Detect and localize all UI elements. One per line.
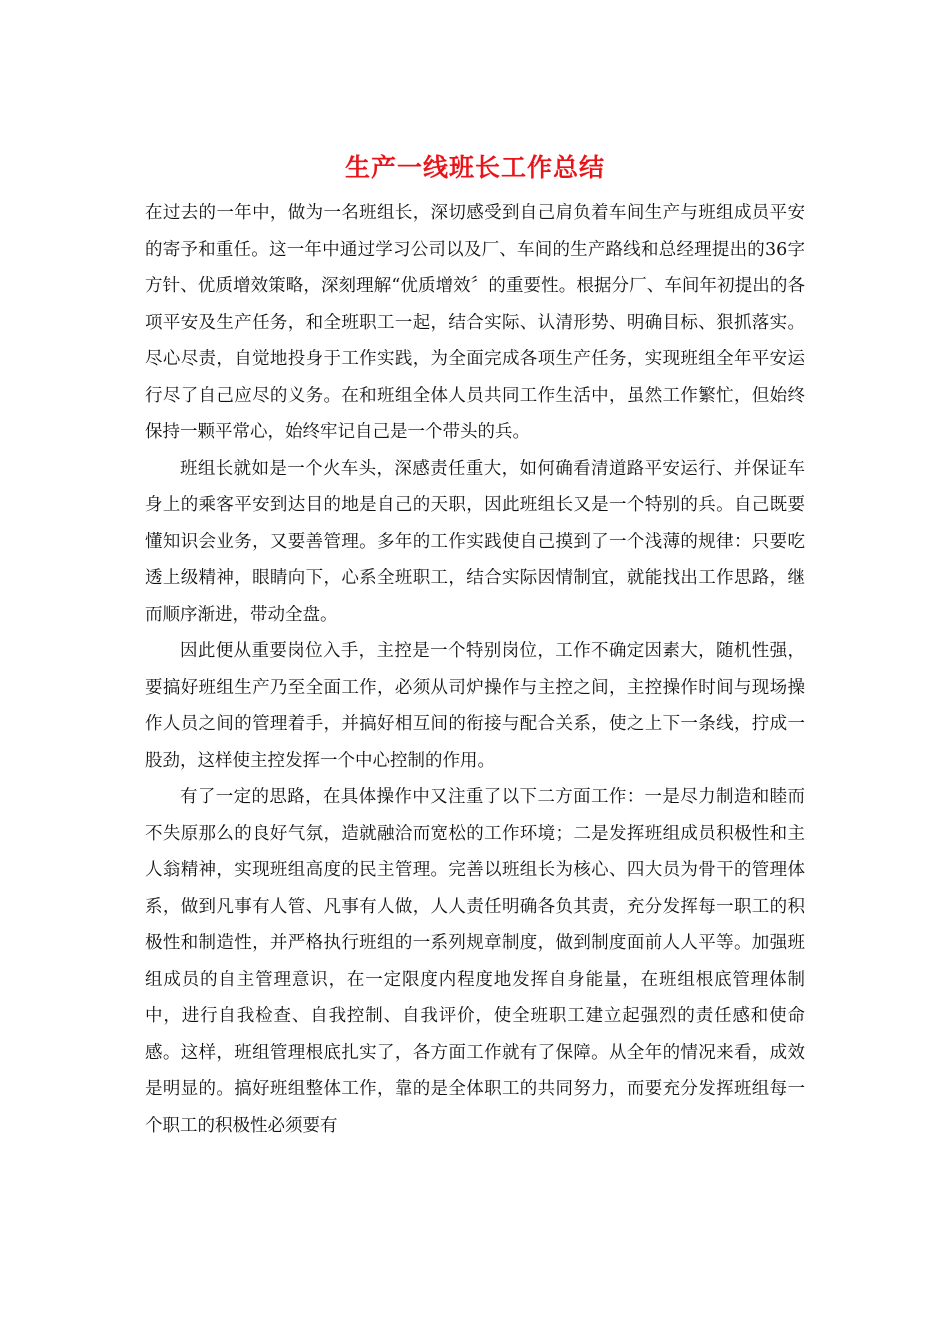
document-body [145, 195, 805, 1144]
paragraph-3: 因此便从重要岗位入手，主控是一个特别岗位，工作不确定因素大，随机性强，要搞好班组生产乃至全面工作，必须从司炉操作与主控之间，主控操作时间与现场操作人员之间的管理着手，并搞好相互间的衔接与配合关系，使之上下一条线，拧成一股劲，这样使主控发挥一个中心控制的作用。 [145, 641, 805, 771]
document-title: 生产一线班长工作总结 [344, 153, 605, 182]
paragraph-4: 有了一定的思路，在具体操作中又注重了以下二方面工作：一是尽力制造和睦而不失原那么的良好气氛，造就融洽而宽松的工作环境；二是发挥班组成员积极性和主人翁精神，实现班组高度的民主管理。完善以班组长为核心、四大员为骨干的管理体系，做到凡事有人管、凡事有人做，人人责任明确各负其责，充分发挥每一职工的积极性和制造性，并严格执行班组的一系列规章制度，做到制度面前人人平等。加强班组成员的自主管理意识，在一定限度内程度地发挥自身能量，在班组根底管理体制中，进行自我检查、自我控制、自我评价，使全班职工建立起强烈的责任感和使命感。这样，班组管理根底扎实了，各方面工作就有了保障。从全年的情况来看，成效是明显的。搞好班组整体工作，靠的是全体职工的共同努力，而要充分发挥班组每一个职工的积极性必须要有 [145, 787, 805, 1136]
paragraph-2: 班组长就如是一个火车头，深感责任重大，如何确看清道路平安运行、并保证车身上的乘客平安到达目的地是自己的天职，因此班组长又是一个特别的兵。自己既要懂知识会业务，又要善管理。多年的工作实践使自己摸到了一个浅薄的规律：只要吃透上级精神，眼睛向下，心系全班职工，结合实际因情制宜，就能找出工作思路，继而顺序渐进，带动全盘。 [145, 458, 805, 625]
paragraph-1: 在过去的一年中，做为一名班组长，深切感受到自己肩负着车间生产与班组成员平安的寄予和重任。这一年中通过学习公司以及厂、车间的生产路线和总经理提出的36字方针、优质增效策略，深刻理解“优质增效〞的重要性。根据分厂、车间年初提出的各项平安及生产任务，和全班职工一起，结合实际、认清形势、明确目标、狠抓落实。尽心尽责，自觉地投身于工作实践，为全面完成各项生产任务，实现班组全年平安运行尽了自己应尽的义务。在和班组全体人员共同工作生活中，虽然工作繁忙，但始终保持一颗平常心，始终牢记自己是一个带头的兵。 [145, 203, 805, 442]
